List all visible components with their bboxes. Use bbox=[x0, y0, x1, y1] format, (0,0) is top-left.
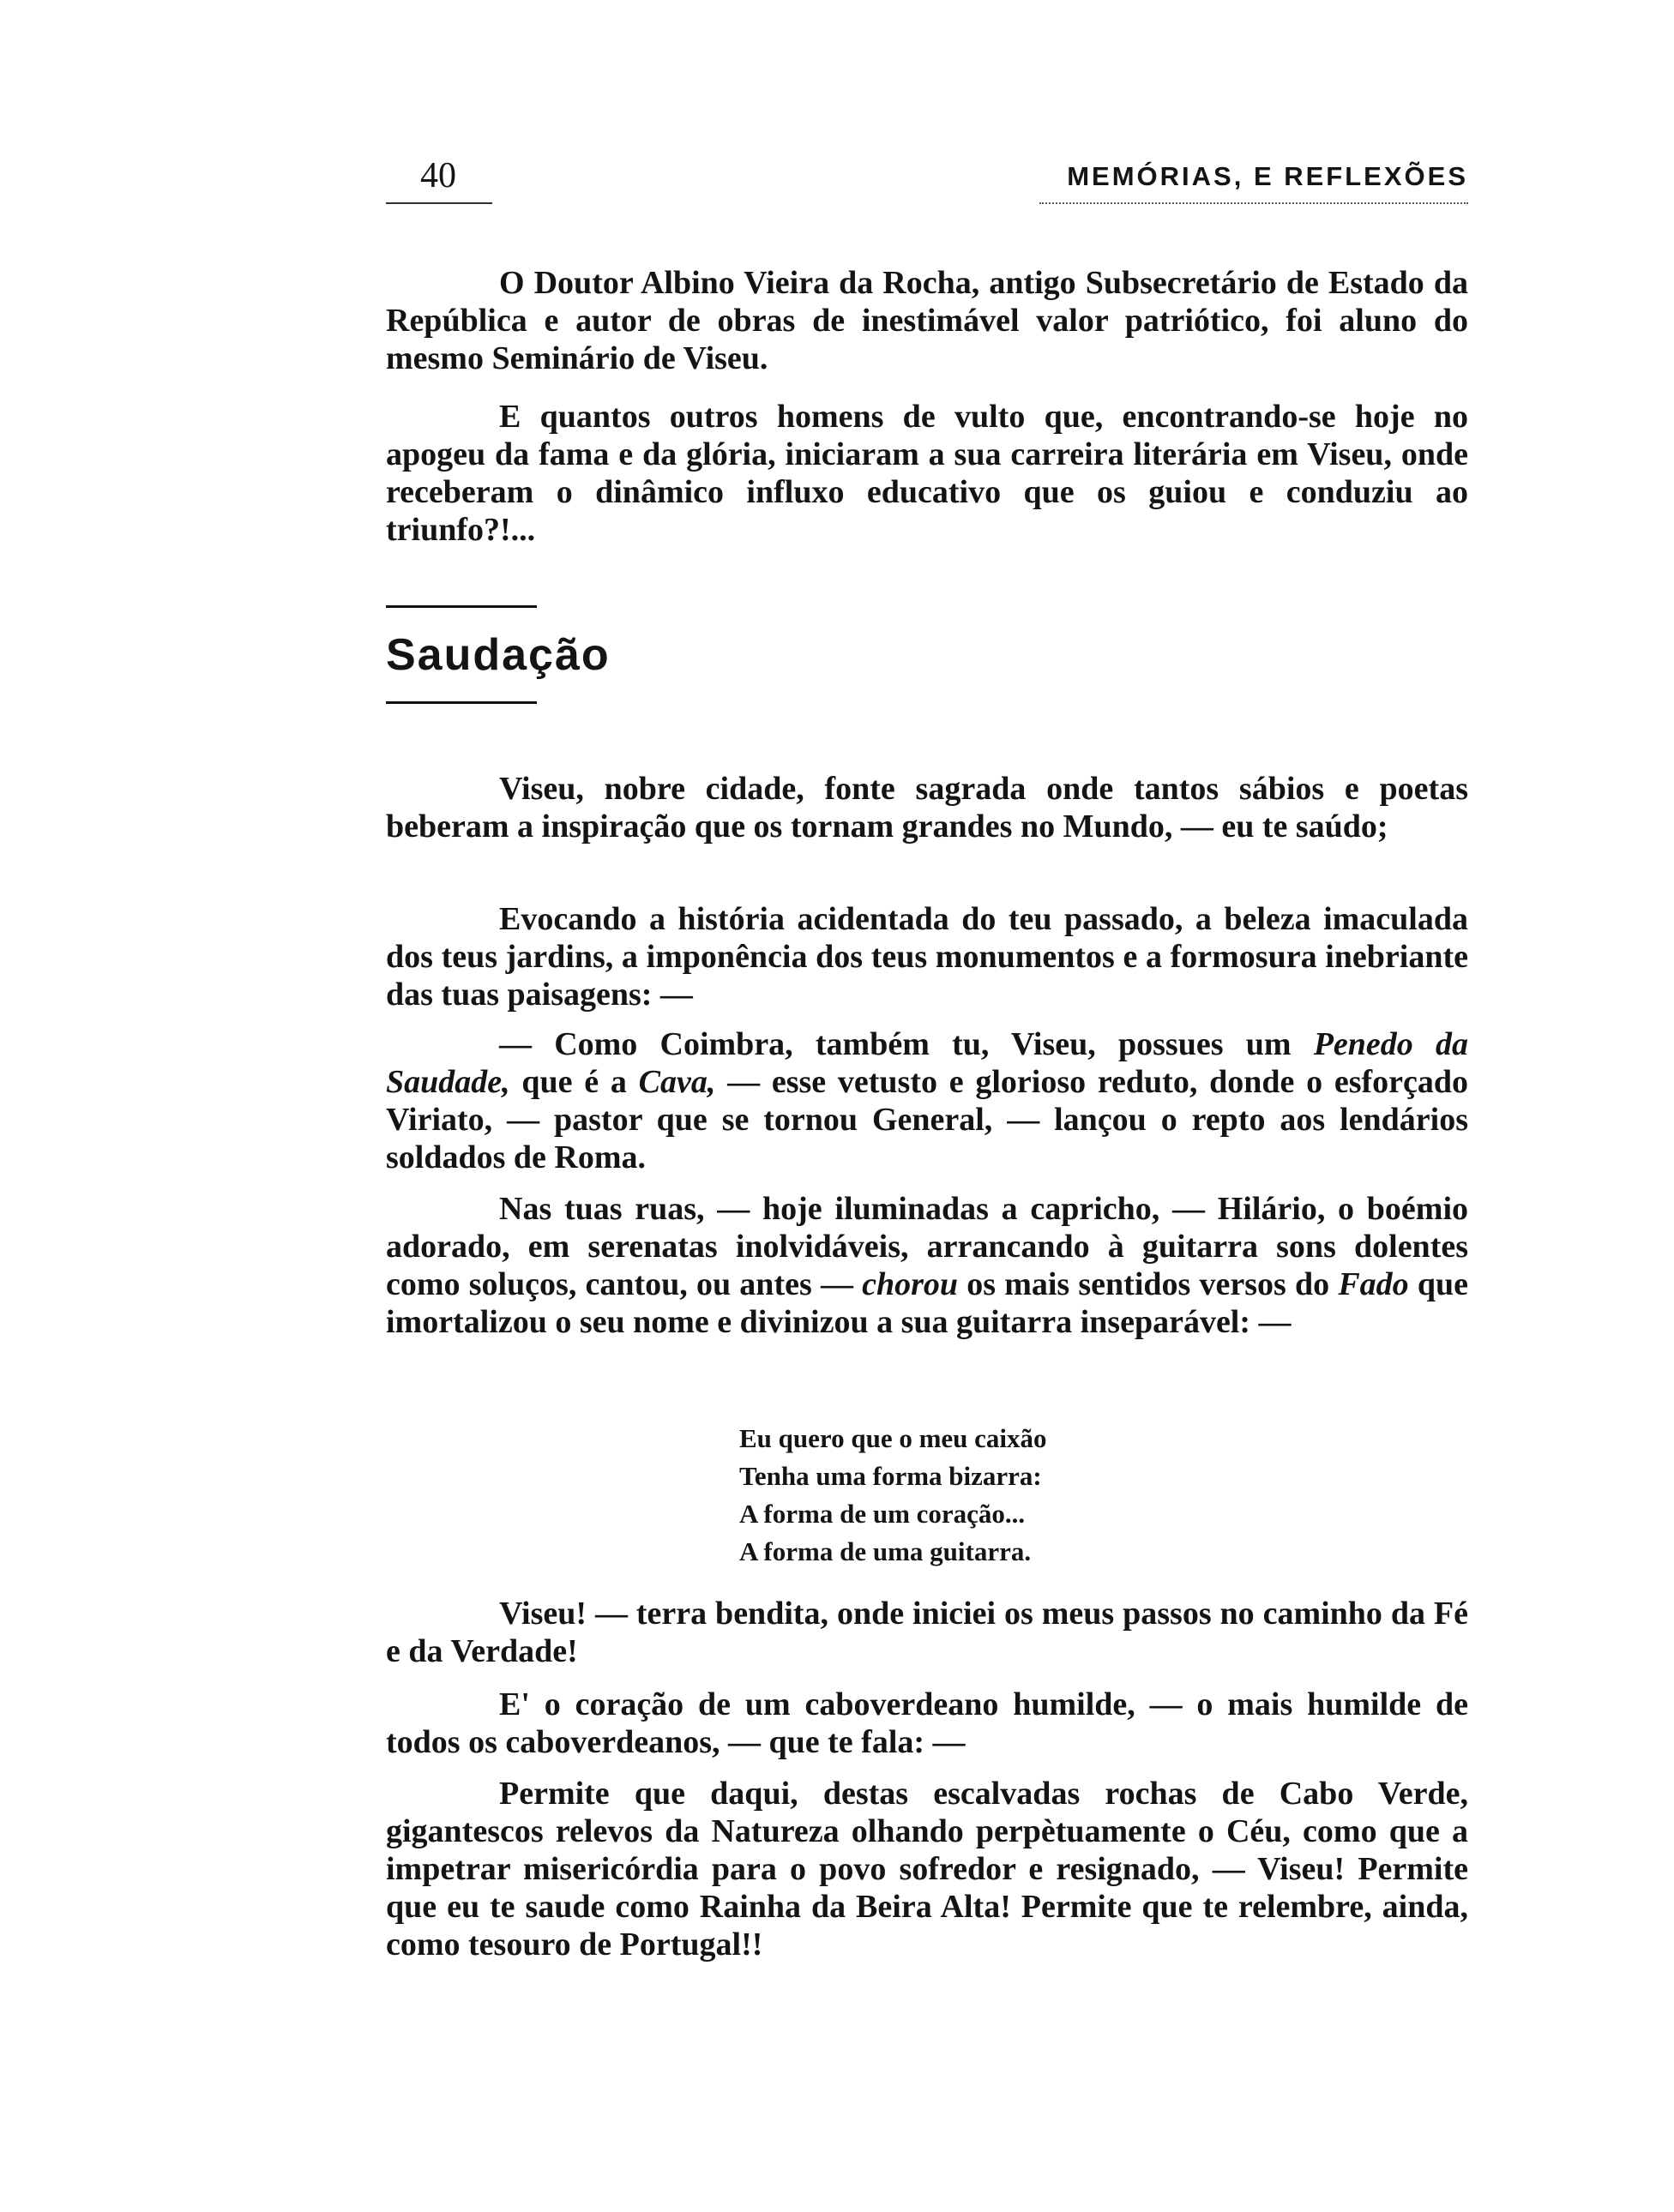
section-paragraph-6: E' o coração de um caboverdeano humilde, — o mais humilde de todos os caboverdeanos, — que te fala: — bbox=[386, 1686, 1468, 1760]
paragraph-4-text-1: Nas tuas ruas, — hoje iluminadas a capricho, — Hilário, o boémio adorado, em serenatas inolvidáveis, arrancando à guitarra sons dolentes como soluços, cantou, ou antes — bbox=[386, 1191, 1468, 1302]
paragraph-3-text-2: que é a bbox=[509, 1064, 639, 1100]
verse-line: A forma de um coração... bbox=[739, 1499, 1026, 1529]
cava-italic: Cava, bbox=[638, 1064, 716, 1100]
section-paragraph-3 bbox=[386, 1025, 1468, 1176]
running-title-rule bbox=[1039, 202, 1468, 204]
paragraph-3-text-1: — Como Coimbra, também tu, Viseu, possues um bbox=[499, 1026, 1314, 1062]
verse-line: Eu quero que o meu caixão bbox=[739, 1423, 1047, 1453]
section-paragraph-7: Permite que daqui, destas escalvadas rochas de Cabo Verde, gigantescos relevos da Natureza olhando perpètuamente o Céu, como que a impetrar misericórdia para o povo sofredor e resignado, — Viseu! Permite que eu te saude como Rainha da Beira Alta! Permite que te relembre, ainda, como tesouro de Portugal!! bbox=[386, 1776, 1468, 1963]
page-header bbox=[386, 154, 1468, 206]
section-rule-bottom bbox=[386, 701, 537, 704]
page-number-rule bbox=[386, 202, 492, 204]
verse-line: A forma de uma guitarra. bbox=[739, 1536, 1032, 1566]
paragraph-4-text-3: que imortalizou o seu nome e divinizou a sua guitarra inseparável: — bbox=[386, 1266, 1468, 1340]
paragraph-4-text-2: os mais sentidos versos do bbox=[958, 1266, 1339, 1302]
section-paragraph-2: Evocando a história acidentada do teu passado, a beleza imaculada dos teus jardins, a imponência dos teus monumentos e a formosura inebriante das tuas paisagens: — bbox=[386, 901, 1468, 1013]
section-title: Saudação bbox=[386, 630, 611, 680]
running-title: MEMÓRIAS, E REFLEXÕES bbox=[1067, 161, 1468, 191]
intro-paragraph-1: O Doutor Albino Vieira da Rocha, antigo Subsecretário de Estado da República e autor de obras de inestimável valor patriótico, foi aluno do mesmo Seminário de Viseu. bbox=[386, 265, 1468, 376]
penedo-da-saudade-italic: Penedo da Saudade, bbox=[386, 1026, 1468, 1100]
chorou-italic: chorou bbox=[862, 1266, 959, 1302]
section-paragraph-4 bbox=[386, 1190, 1468, 1341]
fado-italic: Fado bbox=[1338, 1266, 1409, 1302]
verse-line: Tenha uma forma bizarra: bbox=[739, 1461, 1042, 1491]
verse-quote bbox=[739, 1420, 1219, 1571]
intro-paragraph-2: E quantos outros homens de vulto que, encontrando-se hoje no apogeu da fama e da glória, iniciaram a sua carreira literária em Viseu, onde receberam o dinâmico influxo educativo que os guiou e conduziu ao triunfo?!... bbox=[386, 399, 1468, 548]
paragraph-3-text-3: — esse vetusto e glorioso reduto, donde o esforçado Viriato, — pastor que se tornou General, — lançou o repto aos lendários soldados de Roma. bbox=[386, 1064, 1469, 1175]
section-paragraph-5: Viseu! — terra bendita, onde iniciei os meus passos no caminho da Fé e da Verdade! bbox=[386, 1596, 1468, 1669]
section-rule-top bbox=[386, 605, 537, 608]
section-paragraph-1: Viseu, nobre cidade, fonte sagrada onde tantos sábios e poetas beberam a inspiração que os tornam grandes no Mundo, — eu te saúdo; bbox=[386, 771, 1468, 845]
page-number: 40 bbox=[420, 156, 456, 195]
